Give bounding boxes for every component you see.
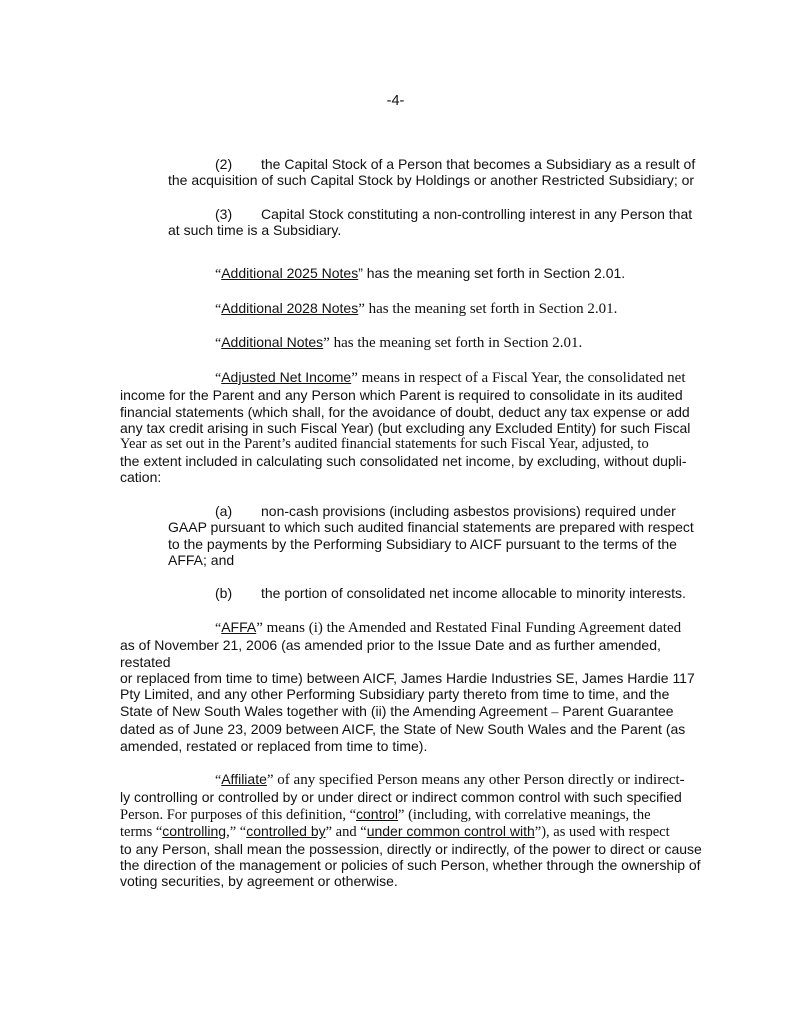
- definition-additional-notes: “Additional Notes” has the meaning set forth in Section 2.01.: [215, 334, 583, 352]
- defined-term: controlling: [162, 823, 227, 840]
- clause-number: (b): [215, 585, 233, 602]
- definition-additional-2025-notes: “Additional 2025 Notes” has the meaning set forth in Section 2.01.: [215, 264, 626, 282]
- definition-affiliate: “Affiliate” of any specified Person means any other Person directly or indirect- ly controlling or controlled by or under direct or indirect common control with such specified Person. For purposes of this definition, “control” (including, with correlative meanings, the terms “controlling,” “controlled by” and “under common control with”), as used with respect to any Person, shall mean the possession, directly or indirectly, of the power to direct or cause the direction of the management or policies of such Person, whether through the ownership of voting securities, by agreement or otherwise.: [120, 770, 702, 890]
- defined-term: controlled by: [246, 823, 326, 840]
- definition-adjusted-net-income: “Adjusted Net Income” means in respect of a Fiscal Year, the consolidated net income for the Parent and any Person which Parent is required to consolidate in its audited financial statements (which shall, for the avoidance of doubt, deduct any tax expense or add any tax credit arising in such Fiscal Year) (but excluding any Excluded Entity) for such Fiscal Year as set out in the Parent’s audited financial statements for such Fiscal Year, adjusted, to the extent included in calculating such consolidated net income, by excluding, without dupli- cation:: [120, 368, 691, 486]
- defined-term: Additional 2025 Notes: [221, 264, 359, 281]
- defined-term: under common control with: [366, 823, 535, 840]
- document-body: [120, 150, 703, 890]
- page-number: -4-: [386, 93, 405, 109]
- clause-text: Capital Stock constituting a non-controlling interest in any Person that: [261, 205, 693, 222]
- clause-text-cont: the acquisition of such Capital Stock by Holdings or another Restricted Subsidiary; or: [168, 172, 695, 189]
- defined-term: Additional Notes: [221, 334, 324, 351]
- definition-additional-2028-notes: “Additional 2028 Notes” has the meaning set forth in Section 2.01.: [215, 300, 618, 318]
- clause-2: [123, 156, 703, 189]
- defined-term: Additional 2028 Notes: [221, 300, 359, 317]
- defined-term: control: [356, 805, 399, 822]
- definition-affa: “AFFA” means (i) the Amended and Restated Final Funding Agreement dated as of November 21, 2006 (as amended prior to the Issue Date and as further amended, restated or replaced from time to time) between AICF, James Hardie Industries SE, James Hardie 117 Pty Limited, and any other Performing Subsidiary party thereto from time to time, and the State of New South Wales together with (ii) the Amending Agreement – Parent Guarantee dated as of June 23, 2009 between AICF, the State of New South Wales and the Parent (as amended, restated or replaced from time to time).: [120, 618, 695, 754]
- clause-text: the Capital Stock of a Person that becomes a Subsidiary as a result of: [261, 156, 696, 172]
- clause-3: [123, 206, 703, 239]
- clause-a: (a) non-cash provisions (including asbestos provisions) required under GAAP pursuant to which such audited financial statements are prepared with respect to the payments by the Performing Subsidiary to AICF pursuant to the terms of the AFFA; and: [168, 502, 694, 568]
- clause-number: (3): [215, 205, 233, 222]
- clause-b: (b) the portion of consolidated net income allocable to minority interests.: [215, 585, 686, 602]
- defined-term: Adjusted Net Income: [221, 368, 352, 385]
- clause-text-cont: at such time is a Subsidiary.: [168, 222, 342, 239]
- defined-term: Affiliate: [221, 770, 267, 787]
- clause-number: (2): [215, 156, 233, 172]
- clause-number: (a): [215, 502, 233, 519]
- defined-term: AFFA: [221, 618, 257, 635]
